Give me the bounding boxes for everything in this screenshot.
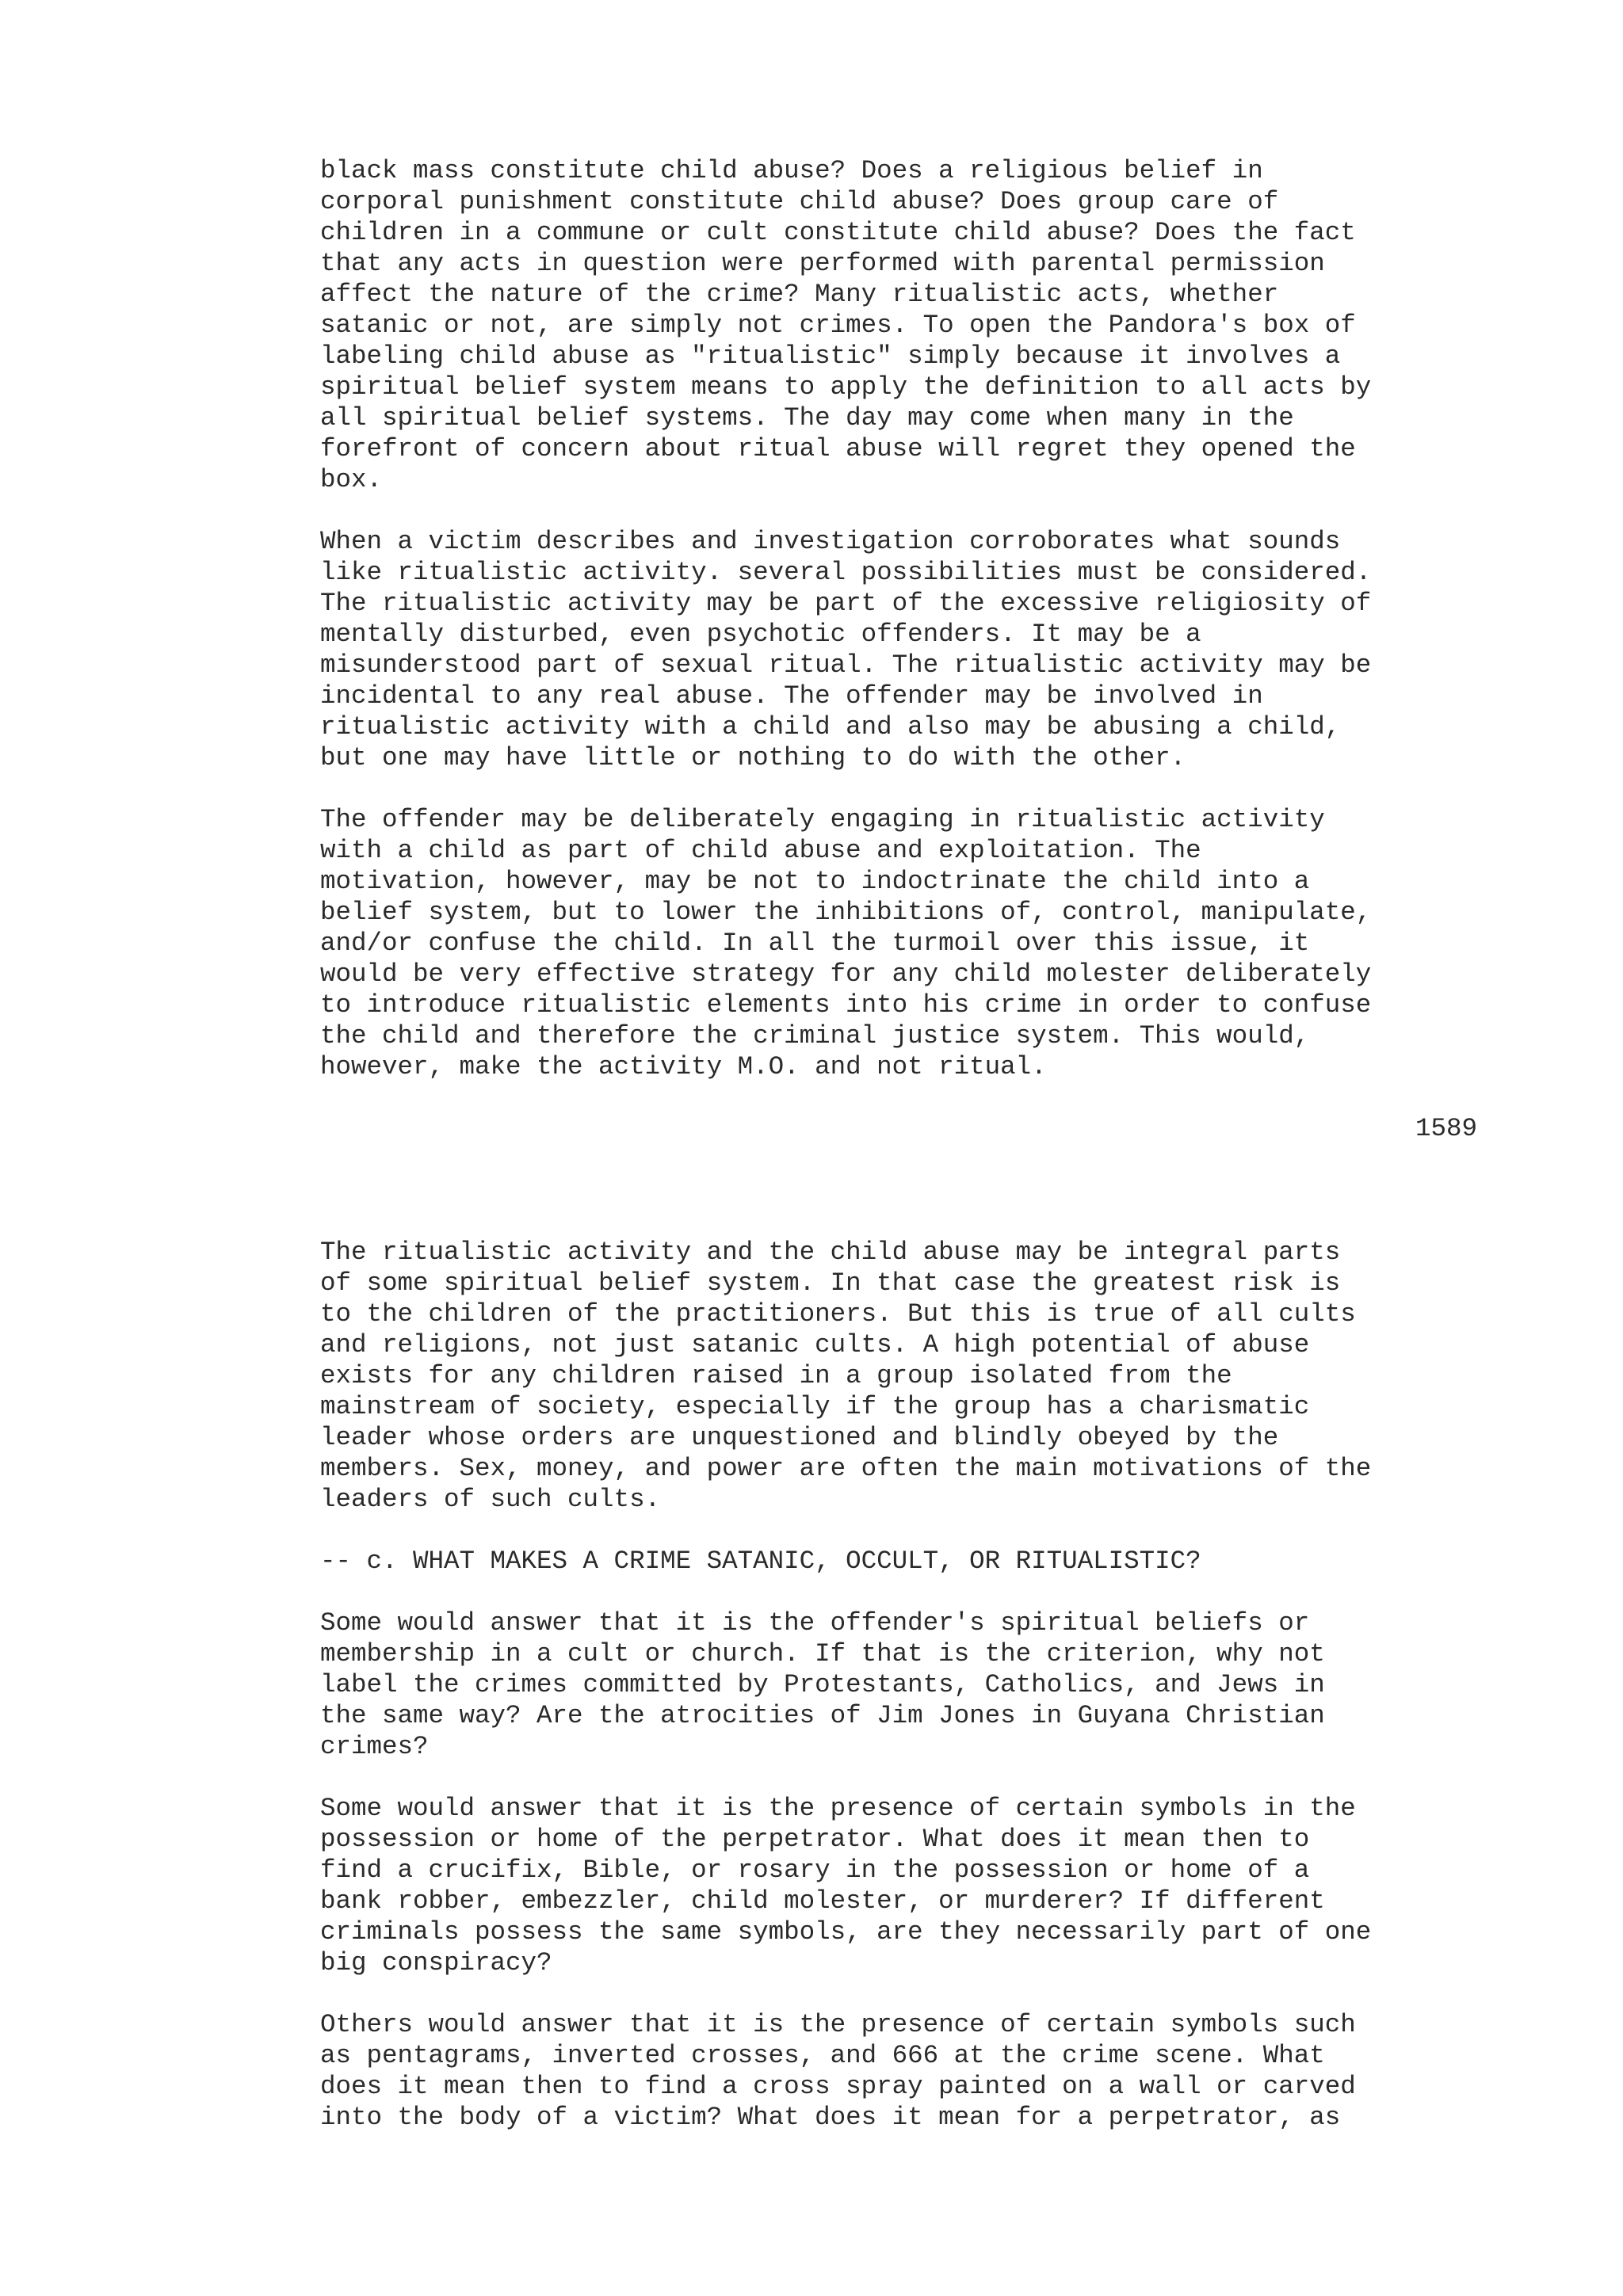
document-page [320, 155, 1477, 2164]
paragraph: The ritualistic activity and the child abuse may be integral parts of some spiritual belief system. In that case the greatest risk is to the children of the practitioners. But this is true of all cults and religions, not just satanic cults. A high potential of abuse exists for any children raised in a group isolated from the mainstream of society, especially if the group has a charismatic leader whose orders are unquestioned and blindly obeyed by the members. Sex, money, and power are often the main motivations of the leaders of such cults. [320, 1238, 1372, 1514]
paragraph: Some would answer that it is the offender's spiritual beliefs or membership in a cult or church. If that is the criterion, why not label the crimes committed by Protestants, Catholics, and Jews in the same way? Are the atrocities of Jim Jones in Guyana Christian crimes? [320, 1608, 1325, 1761]
page-break [320, 1144, 1477, 1237]
paragraph: The offender may be deliberately engaging in ritualistic activity with a child as part of child abuse and exploitation. The motivation, however, may be not to indoctrinate the child into a belief system, but to lower the inhibitions of, control, manipulate, and/or confuse the child. In all the turmoil over this issue, it would be very effective strategy for any child molester deliberately to introduce ritualistic elements into his crime in order to confuse the child and therefore the criminal justice system. This would, however, make the activity M.O. and not ritual. [320, 805, 1372, 1081]
paragraph: black mass constitute child abuse? Does a religious belief in corporal punishment constitute child abuse? Does group care of children in a commune or cult constitute child abuse? Does the fact that any acts in question were performed with parental permission affect the nature of the crime? Many ritualistic acts, whether satanic or not, are simply not crimes. To open the Pandora's box of labeling child abuse as "ritualistic" simply because it involves a spiritual belief system means to apply the definition to all acts by all spiritual belief systems. The day may come when many in the forefront of concern about ritual abuse will regret they opened the box. [320, 156, 1372, 494]
page-number: 1589 [1415, 1114, 1477, 1143]
paragraph: When a victim describes and investigation corroborates what sounds like ritualistic activity. several possibilities must be considered. The ritualistic activity may be part of the excessive religiosity of mentally disturbed, even psychotic offenders. It may be a misunderstood part of sexual ritual. The ritualistic activity may be incidental to any real abuse. The offender may be involved in ritualistic activity with a child and also may be abusing a child, but one may have little or nothing to do with the other. [320, 527, 1372, 772]
paragraph: Others would answer that it is the presence of certain symbols such as pentagrams, inverted crosses, and 666 at the crime scene. What does it mean then to find a cross spray painted on a wall or carved into the body of a victim? What does it mean for a perpetrator, as [320, 2010, 1356, 2132]
section-heading: -- c. WHAT MAKES A CRIME SATANIC, OCCULT, OR RITUALISTIC? [320, 1547, 1201, 1576]
paragraph: Some would answer that it is the presence of certain symbols in the possession or home of the perpetrator. What does it mean then to find a crucifix, Bible, or rosary in the possession or home of a bank robber, embezzler, child molester, or murderer? If different criminals possess the same symbols, are they necessarily part of one big conspiracy? [320, 1794, 1372, 1978]
